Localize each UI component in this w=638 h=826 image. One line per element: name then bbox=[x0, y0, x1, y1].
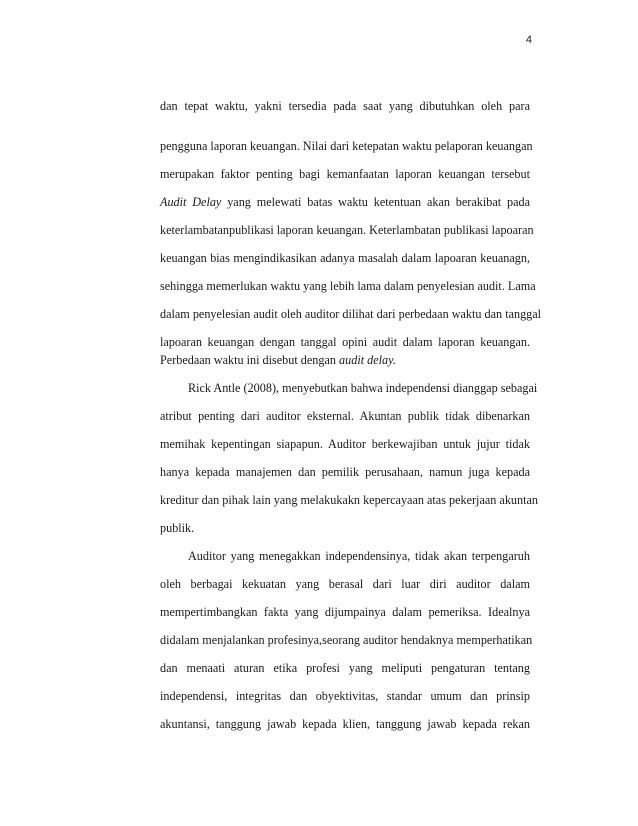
text-line: mempertimbangkan fakta yang dijumpainya dalam pemeriksa. Idealnya bbox=[160, 605, 530, 619]
text-line: Perbedaan waktu ini disebut dengan audit delay. bbox=[160, 353, 396, 367]
text-line: lapoaran keuangan dengan tanggal opini audit dalam laporan keuangan. bbox=[160, 335, 530, 349]
text-line: dalam penyelesian audit oleh auditor dilihat dari perbedaan waktu dan tanggal bbox=[160, 307, 542, 321]
text-line: hanya kepada manajemen dan pemilik perusahaan, namun juga kepada bbox=[160, 465, 530, 479]
page-number: 4 bbox=[525, 34, 532, 46]
text-line: pengguna laporan keuangan. Nilai dari ketepatan waktu pelaporan keuangan bbox=[160, 139, 533, 153]
text-line: dan menaati aturan etika profesi yang meliputi pengaturan tentang bbox=[160, 661, 530, 675]
text-line: oleh berbagai kekuatan yang berasal dari luar diri auditor dalam bbox=[160, 577, 530, 591]
text-line: sehingga memerlukan waktu yang lebih lama dalam penyelesian audit. Lama bbox=[160, 279, 536, 293]
text-line: Rick Antle (2008), menyebutkan bahwa independensi dianggap sebagai bbox=[188, 381, 538, 395]
text-line: atribut penting dari auditor eksternal. Akuntan publik tidak dibenarkan bbox=[160, 409, 530, 423]
italic-term: audit delay. bbox=[339, 353, 396, 367]
text-line: keterlambatanpublikasi laporan keuangan. Keterlambatan publikasi lapoaran bbox=[160, 223, 534, 237]
text-line: akuntansi, tanggung jawab kepada klien, tanggung jawab kepada rekan bbox=[160, 717, 530, 731]
text-line: independensi, integritas dan obyektivitas, standar umum dan prinsip bbox=[160, 689, 530, 703]
text-line: merupakan faktor penting bagi kemanfaatan laporan keuangan tersebut bbox=[160, 167, 530, 181]
text-line: dan tepat waktu, yakni tersedia pada saat yang dibutuhkan oleh para bbox=[160, 99, 530, 113]
text-line: Audit Delay yang melewati batas waktu ketentuan akan berakibat pada bbox=[160, 195, 530, 209]
text-line: Auditor yang menegakkan independensinya, tidak akan terpengaruh bbox=[188, 549, 530, 563]
text-line: keuangan bias mengindikasikan adanya masalah dalam lapoaran keuanagn, bbox=[160, 251, 530, 265]
text-line: didalam menjalankan profesinya,seorang auditor hendaknya memperhatikan bbox=[160, 633, 533, 647]
text-line: publik. bbox=[160, 521, 195, 535]
text-line: kreditur dan pihak lain yang melakukakn kepercayaan atas pekerjaan akuntan bbox=[160, 493, 538, 507]
text-line: memihak kepentingan siapapun. Auditor berkewajiban untuk jujur tidak bbox=[160, 437, 530, 451]
italic-term: Audit Delay bbox=[160, 195, 222, 209]
